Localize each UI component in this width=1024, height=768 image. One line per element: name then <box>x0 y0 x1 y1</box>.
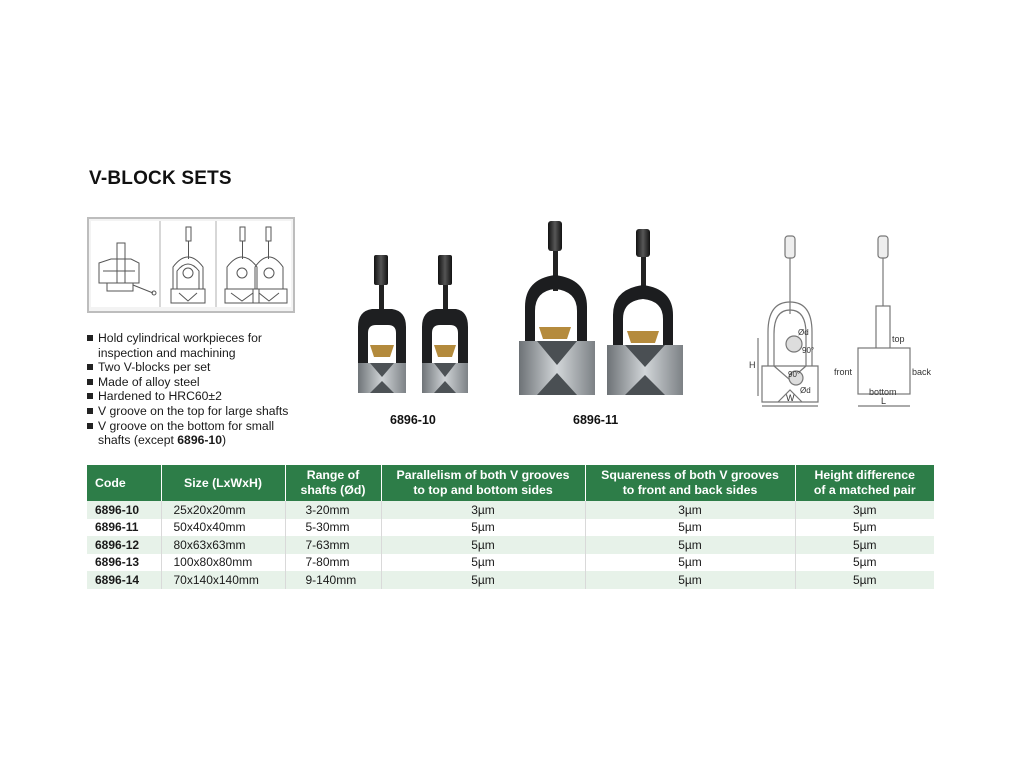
diagram-label-top: top <box>892 334 905 344</box>
cell-range: 9-140mm <box>285 571 381 589</box>
diagram-label-angle-bottom: 90° <box>788 370 801 379</box>
header-size: Size (LxWxH) <box>161 465 285 501</box>
table-row <box>87 501 934 519</box>
v-block-large-photo <box>515 215 690 405</box>
cell-range: 7-63mm <box>285 536 381 554</box>
feature-list <box>87 331 288 448</box>
cell-squareness: 3µm <box>585 501 795 519</box>
model-label-large: 6896-11 <box>573 413 619 427</box>
diagram-label-back: back <box>912 367 932 377</box>
cell-parallelism: 5µm <box>381 536 585 554</box>
spec-table <box>87 465 934 589</box>
table-row <box>87 554 934 572</box>
feature-item: V groove on the top for large shafts <box>87 404 288 419</box>
feature-item: Two V-blocks per set <box>87 360 288 375</box>
feature-item: Made of alloy steel <box>87 375 288 390</box>
page-title: V-BLOCK SETS <box>89 168 232 189</box>
cell-range: 7-80mm <box>285 554 381 572</box>
cell-size: 25x20x20mm <box>161 501 285 519</box>
diagram-label-front: front <box>834 367 853 377</box>
cell-code: 6896-13 <box>87 554 161 572</box>
header-parallelism: Parallelism of both V grooves to top and bottom sides <box>381 465 585 501</box>
cell-size: 70x140x140mm <box>161 571 285 589</box>
cell-parallelism: 5µm <box>381 571 585 589</box>
table-header-row <box>87 465 934 501</box>
cell-squareness: 5µm <box>585 519 795 537</box>
cell-code: 6896-12 <box>87 536 161 554</box>
cell-range: 5-30mm <box>285 519 381 537</box>
cell-parallelism: 5µm <box>381 519 585 537</box>
feature-item: Hardened to HRC60±2 <box>87 389 288 404</box>
dimension-diagram <box>738 230 938 410</box>
cell-height-diff: 5µm <box>795 554 934 572</box>
cell-squareness: 5µm <box>585 554 795 572</box>
cell-parallelism: 5µm <box>381 554 585 572</box>
cell-code: 6896-14 <box>87 571 161 589</box>
header-code: Code <box>87 465 161 501</box>
usage-illustration <box>87 217 295 313</box>
diagram-label-l: L <box>881 396 887 406</box>
diagram-label-h: H <box>749 360 756 370</box>
cell-squareness: 5µm <box>585 571 795 589</box>
diagram-label-d-bottom: Ød <box>800 386 811 395</box>
diagram-label-bottom: bottom <box>869 387 897 397</box>
usage-sketch-icon <box>89 219 293 311</box>
cell-height-diff: 5µm <box>795 536 934 554</box>
cell-height-diff: 5µm <box>795 519 934 537</box>
cell-height-diff: 3µm <box>795 501 934 519</box>
model-label-small: 6896-10 <box>390 413 436 427</box>
cell-parallelism: 3µm <box>381 501 585 519</box>
header-range: Range of shafts (Ød) <box>285 465 381 501</box>
cell-height-diff: 5µm <box>795 571 934 589</box>
cell-squareness: 5µm <box>585 536 795 554</box>
table-row <box>87 571 934 589</box>
cell-size: 50x40x40mm <box>161 519 285 537</box>
cell-range: 3-20mm <box>285 501 381 519</box>
header-height-diff: Height difference of a matched pair <box>795 465 934 501</box>
table-row <box>87 519 934 537</box>
header-squareness: Squareness of both V grooves to front and back sides <box>585 465 795 501</box>
cell-size: 100x80x80mm <box>161 554 285 572</box>
diagram-label-w: W <box>786 393 795 403</box>
table-row <box>87 536 934 554</box>
cell-code: 6896-11 <box>87 519 161 537</box>
cell-size: 80x63x63mm <box>161 536 285 554</box>
cell-code: 6896-10 <box>87 501 161 519</box>
dimension-drawing <box>738 230 938 410</box>
feature-item: Hold cylindrical workpieces for inspection and machining <box>87 331 288 360</box>
v-block-small-photo <box>350 245 470 400</box>
diagram-label-d-top: Ød <box>798 328 809 337</box>
feature-item: V groove on the bottom for small shafts (except 6896-10) <box>87 419 288 448</box>
diagram-label-angle-top: 90° <box>802 346 815 355</box>
